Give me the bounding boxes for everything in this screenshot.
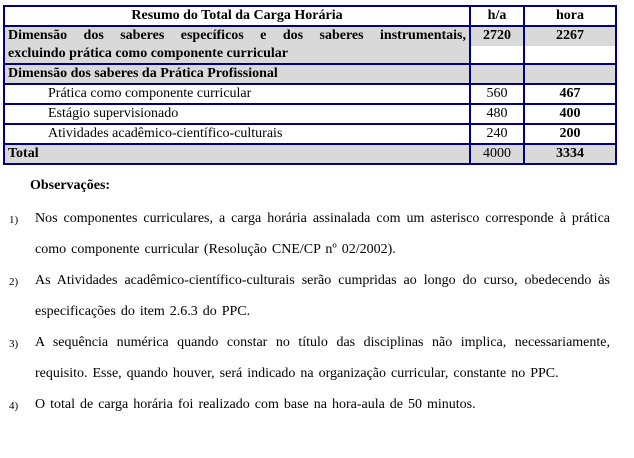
observation-text: As Atividades acadêmico-científico-culturais serão cumpridas ao longo do curso, obedecendo às especificações do item 2.6.3 do PPC. bbox=[35, 273, 610, 319]
workload-summary-table bbox=[3, 5, 617, 165]
observation-number: 3) bbox=[9, 338, 19, 350]
row-label-dimensao-pratica: Dimensão dos saberes da Prática Profissional bbox=[4, 64, 470, 84]
column-header-hora: hora bbox=[524, 6, 616, 26]
observation-text: Nos componentes curriculares, a carga horária assinalada com um asterisco corresponde à prática como componente curricular (Resolução CNE/CP nº 02/2002). bbox=[35, 211, 610, 257]
table-row bbox=[4, 26, 616, 64]
cell-ha: 240 bbox=[470, 124, 524, 144]
cell-hora: 2267 bbox=[524, 26, 616, 64]
table-row bbox=[4, 84, 616, 104]
observations-section bbox=[9, 177, 610, 420]
cell-hora: 467 bbox=[524, 84, 616, 104]
observation-number: 1) bbox=[9, 214, 19, 226]
observation-text: O total de carga horária foi realizado com base na hora-aula de 50 minutos. bbox=[35, 397, 476, 412]
observations-heading: Observações: bbox=[30, 178, 111, 193]
row-label-line2: excluindo prática como componente curricular bbox=[8, 46, 288, 61]
cell-hora: 400 bbox=[524, 104, 616, 124]
cell-hora: 200 bbox=[524, 124, 616, 144]
cell-hora bbox=[524, 64, 616, 84]
row-label-estagio: Estágio supervisionado bbox=[4, 104, 470, 124]
observation-item-4 bbox=[9, 389, 610, 420]
observation-item-3 bbox=[9, 327, 610, 389]
cell-hora-total: 3334 bbox=[524, 144, 616, 164]
cell-ha: 560 bbox=[470, 84, 524, 104]
observation-item-1 bbox=[9, 203, 610, 265]
observation-item-2 bbox=[9, 265, 610, 327]
observation-text: A sequência numérica quando constar no título das disciplinas não implica, necessariamente, requisito. Esse, quando houver, será indicado na organização curricular, constante no PPC. bbox=[35, 335, 610, 381]
cell-ha: 480 bbox=[470, 104, 524, 124]
table-row bbox=[4, 124, 616, 144]
column-header-ha: h/a bbox=[470, 6, 524, 26]
cell-ha: 2720 bbox=[470, 26, 524, 64]
row-label-dimensao-especificos bbox=[4, 26, 470, 64]
cell-ha-total: 4000 bbox=[470, 144, 524, 164]
cell-ha bbox=[470, 64, 524, 84]
row-label-pratica-componente: Prática como componente curricular bbox=[4, 84, 470, 104]
observation-number: 4) bbox=[9, 400, 19, 412]
table-row bbox=[4, 64, 616, 84]
table-title: Resumo do Total da Carga Horária bbox=[4, 6, 470, 26]
table-row-total bbox=[4, 144, 616, 164]
table-header-row bbox=[4, 6, 616, 26]
row-label-line1: Dimensão dos saberes específicos e dos saberes instrumentais, bbox=[8, 28, 466, 43]
observation-number: 2) bbox=[9, 276, 19, 288]
table-row bbox=[4, 104, 616, 124]
row-label-atividades: Atividades acadêmico-científico-culturais bbox=[4, 124, 470, 144]
document-page bbox=[0, 5, 634, 458]
row-label-total: Total bbox=[4, 144, 470, 164]
